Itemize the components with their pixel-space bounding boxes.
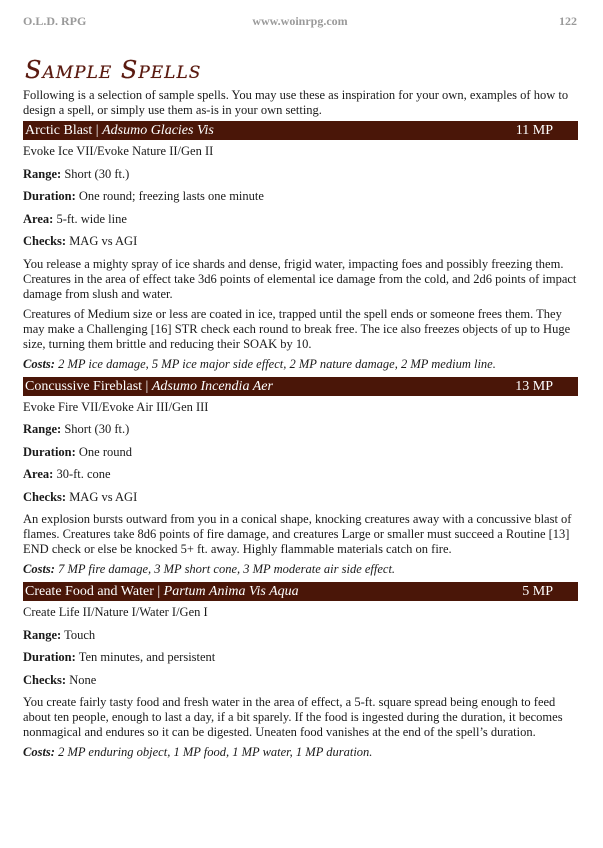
duration-value: One round [78, 444, 133, 459]
spell-range [23, 167, 578, 182]
spell-latin-name: Adsumo Glacies Vis [102, 123, 214, 138]
spell-checks [23, 234, 578, 249]
spell-description-extra: Creatures of Medium size or less are coated in ice, trapped until the spell ends or someone frees them. They may make a Challenging [16] STR check each round to break free. The ice also freezes objects of up to Huge size, turning them brittle and reducing their SOAK by 10. [23, 306, 571, 351]
page-header [23, 14, 577, 30]
costs-label: Costs: [23, 745, 55, 759]
header-game-title: O.L.D. RPG [23, 14, 87, 28]
spell-costs [23, 745, 578, 760]
spell-duration [23, 650, 578, 665]
spell-checks [23, 673, 578, 688]
spell-name: Arctic Blast [25, 123, 93, 138]
checks-value: MAG vs AGI [69, 489, 138, 504]
spell-mp-cost: 13 MP [515, 378, 553, 394]
duration-value: One round; freezing lasts one minute [78, 189, 264, 203]
range-label: Range: [23, 166, 62, 181]
costs-value: 2 MP ice damage, 5 MP ice major side effect, 2 MP nature damage, 2 MP medium line. [58, 356, 496, 371]
costs-value: 2 MP enduring object, 1 MP food, 1 MP water, 1 MP duration. [58, 745, 373, 759]
spell-area [23, 212, 578, 227]
costs-label: Costs: [23, 562, 55, 576]
spell-header-concussive-fireblast: Concussive Fireblast | Adsumo Incendia Aer 13 MP [23, 377, 578, 396]
spell-latin-name: Partum Anima Vis Aqua [163, 584, 299, 599]
checks-label: Checks: [23, 234, 67, 248]
spell-description: An explosion bursts outward from you in a conical shape, knocking creatures away with a concussive blast of flames. Creatures take 8d6 points of fire damage, and creatures Large or smaller must succeed a Routine [13] END check or else be knocked 5+ ft. away. Highly flammable materials catch on fire. [23, 512, 572, 556]
spell-duration [23, 189, 578, 204]
spell-area [23, 467, 578, 482]
spell-checks [23, 490, 578, 505]
spell-name: Concussive Fireblast [25, 378, 143, 394]
spell-description: You release a mighty spray of ice shards and dense, frigid water, impacting foes and possibly freezing them. Creatures in the area of effect take 3d6 points of elemental ice damage from the cold, and 2d6 points of impact damage from slush and water. [23, 256, 577, 301]
area-value: 5-ft. wide line [56, 211, 127, 226]
spell-header-create-food-and-water: Create Food and Water | Partum Anima Vis Aqua 5 MP [23, 582, 578, 601]
duration-label: Duration: [23, 189, 76, 203]
range-value: Short (30 ft.) [64, 166, 130, 181]
spell-header-arctic-blast: Arctic Blast | Adsumo Glacies Vis 11 MP [23, 121, 578, 140]
spell-latin-name: Adsumo Incendia Aer [151, 378, 273, 394]
spell-range [23, 628, 578, 643]
spell-costs [23, 562, 578, 577]
spell-name: Create Food and Water [25, 584, 154, 599]
spell-type: Evoke Ice VII/Evoke Nature II/Gen II [23, 144, 214, 158]
checks-value: None [69, 672, 97, 687]
duration-label: Duration: [23, 650, 76, 664]
spell-range [23, 422, 578, 437]
checks-label: Checks: [23, 672, 67, 687]
header-website[interactable]: www.woinrpg.com [252, 14, 348, 28]
page-number: 122 [559, 14, 577, 28]
area-value: 30-ft. cone [56, 467, 111, 481]
page-content [23, 56, 578, 765]
spell-mp-cost: 5 MP [522, 584, 553, 599]
duration-value: Ten minutes, and persistent [78, 650, 216, 664]
checks-label: Checks: [23, 489, 67, 504]
range-label: Range: [23, 627, 62, 642]
spell-mp-cost: 11 MP [515, 123, 553, 138]
spell-type: Create Life II/Nature I/Water I/Gen I [23, 605, 208, 619]
spell-costs [23, 357, 578, 372]
checks-value: MAG vs AGI [69, 234, 138, 248]
spell-duration [23, 445, 578, 460]
range-value: Short (30 ft.) [64, 422, 130, 436]
duration-label: Duration: [23, 444, 76, 459]
costs-value: 7 MP fire damage, 3 MP short cone, 3 MP moderate air side effect. [58, 562, 396, 576]
area-label: Area: [23, 467, 54, 481]
costs-label: Costs: [23, 356, 55, 371]
section-title: Sample Spells [25, 56, 202, 84]
range-label: Range: [23, 422, 62, 436]
intro-paragraph: Following is a selection of sample spells. You may use these as inspiration for your own, examples of how to design a spell, or simply use them as-is in your own setting. [23, 88, 569, 117]
spell-description: You create fairly tasty food and fresh water in the area of effect, a 5-ft. square spread being enough to feed about ten people, enough to last a day, if a bit sparely. If the food is ingested during the duration, it becomes nonmagical and endures so it can be digested. Uneaten food vanishes at the end of the spell’s duration. [23, 695, 563, 739]
spell-type: Evoke Fire VII/Evoke Air III/Gen III [23, 399, 209, 414]
area-label: Area: [23, 211, 54, 226]
range-value: Touch [64, 627, 96, 642]
